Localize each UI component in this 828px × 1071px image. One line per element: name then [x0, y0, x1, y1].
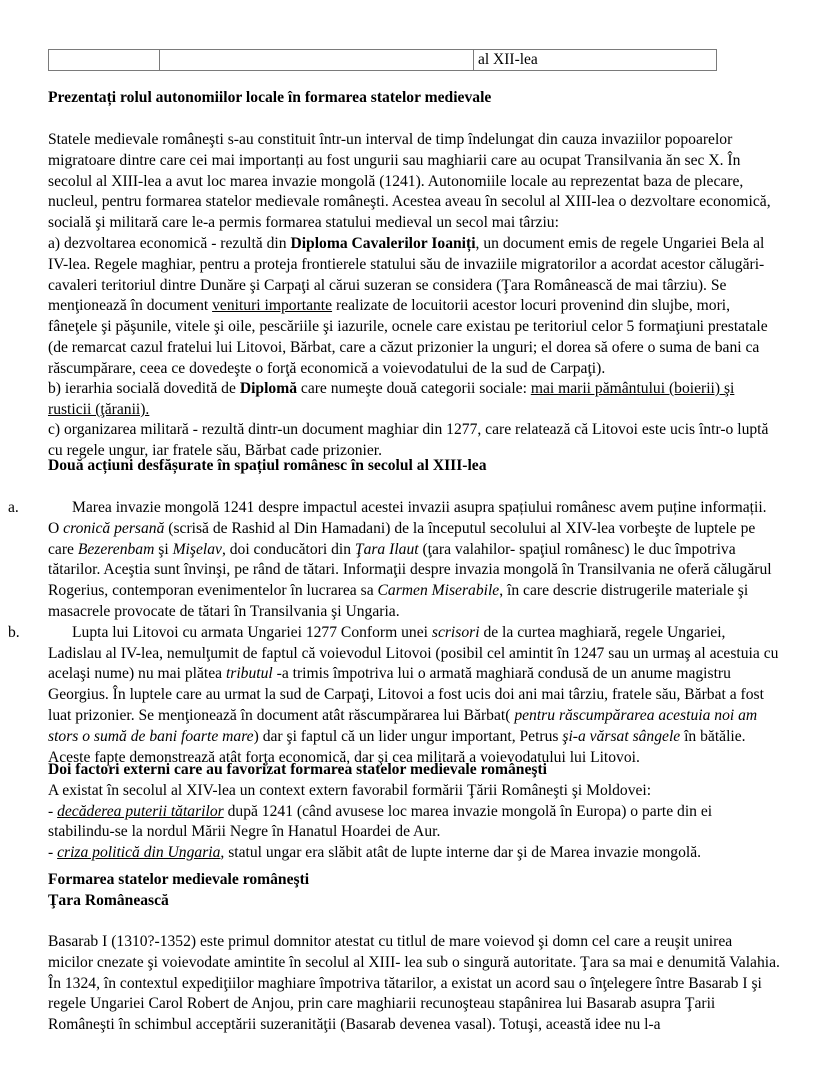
a-i2-bezerenbam: Bezerenbam [77, 540, 155, 558]
a-t5: (ţara valahilor- spaţiul românesc) le duc împotriva tătarilor. Aceştia sunt învinşi, pe rând de tătari. Informaţii despre invazia mongolă în Transilvania ne oferă călugărul Rogerius, contemporan evenimentelor în lucrarea sa [48, 540, 772, 600]
item-a-mid: , un document emis de regele Ungariei Bela al IV-lea. Regele maghiar, pentru a proteja frontierele statului său de invaziile migratorilor a acordat acestor călugări-cavaleri teritoriul dintre Dunăre şi Carpaţi al cărui suzeran se considera (Ţara Românească de mai târziu). Se menţionează în document [48, 235, 765, 315]
a-t6: , în care descrie distrugerile materiale şi masacrele provocate de tătari în Transilvania şi Ungaria. [48, 582, 749, 620]
section-formarea-statelor [48, 870, 780, 912]
doi-factori-intro: A existat în secolul al XIV-lea un context extern favorabil formării Ţării Româneşti şi Moldovei: [48, 781, 652, 799]
a-t1: Marea invazie mongolă 1241 despre impactul acestei invazii asupra spațiului românesc avem puține informații. O [48, 499, 767, 537]
item-b-underline-categorii: mai marii pământului (boierii) şi rusticii (ţăranii). [48, 380, 735, 418]
b-i1-scrisori: scrisori [431, 623, 480, 641]
heading-autonomii-locale [48, 88, 780, 109]
paragraph-item-a [48, 234, 780, 380]
list-item [0, 498, 780, 623]
bullet-dash-1: - [48, 802, 58, 820]
table-cell-empty-2 [160, 50, 474, 71]
lettered-list [0, 498, 780, 768]
table-cell-century: al XII-lea [474, 50, 717, 71]
paragraph-item-b [48, 379, 780, 421]
b-t3: -a trimis împotriva lui o armată maghiară condusă de un anume magistru Georgius. În luptele care au urmat la sud de Carpaţi, Litovoi a fost ucis doi ani mai târziu, fratele său, Bărbat a fost luat prizonier. Se menţionează în document atât răscumpărarea lui Bărbat( [48, 665, 764, 724]
a-i3-miselav: Mişelav [172, 540, 222, 558]
basarab-text: Basarab I (1310?-1352) este primul domnitor atestat cu titlul de mare voievod şi domn cel care a reuşit unirea micilor cnezate şi voievodate amintite în secolul al XIII- lea sub o singură autoritate. Ţara sa mai e denumită Valahia. În 1324, în contextul expediţiilor maghiare împotriva tătarilor, a existat un acord sau o înţelegere între Basarab I şi regele Ungariei Carol Robert de Anjou, prin care maghiarii recunoşteau stapânirea lui Basarab asupra Ţarii Româneşti în schimbul acceptării suzeranităţii (Basarab devenea vasal). Totuşi, această idee nu l-a [48, 933, 780, 1034]
list-marker-b: b. [8, 623, 20, 641]
bullet-2-rest: , statul ungar era slăbit atât de lupte interne dar şi de Marea invazie mongolă. [220, 844, 702, 862]
b-t4: ) dar şi faptul că un lider ungur important, Petrus [253, 727, 563, 745]
item-b-lead: b) ierarhia socială dovedită de [48, 380, 240, 397]
a-i4-tara-ilaut: Ţara Ilaut [354, 540, 419, 558]
b-t2: de la curtea maghiară, regele Ungariei, Ladislau al IV-lea, nemulţumit de faptul că voievodul Litovoi (posibil cel amintit în 1247 sau un urmaş al acestuia cu acelaşi nume) nu mai plătea [48, 623, 779, 683]
heading-doua-actiuni [48, 456, 780, 477]
paragraph-text: Statele medievale româneşti s-au constituit într-un interval de timp îndelungat din cauza invaziilor popoarelor migratoare dintre care cei mai importanți au fost ungurii sau maghiarii care au ocupat Transilvania ăn sec X. În secolul al XIII-lea a avut loc marea invazie mongolă (1241). Autonomiile locale au reprezentat baza de plecare, nucleul, pentru formarea statelor medievale româneşti. Acestea aveau în secolul al XIII-lea o dezvoltare economică, socială şi militară care le-a permis formarea statului medieval un secol mai târziu: [48, 131, 771, 232]
bullet-dash-2: - [48, 844, 58, 862]
bullet-2-emphasis: criza politică din Ungaria [57, 844, 221, 862]
table-row [49, 50, 717, 71]
b-t1: Lupta lui Litovoi cu armata Ungariei 1277 Conform unei [72, 623, 432, 641]
b-i3-rascumparare-citat: pentru răscumpărarea acestuia noi am stors o sumă de bani foarte mare [48, 706, 758, 745]
doi-factori-bullet-1 [48, 802, 780, 844]
b-i2-tributul: tributul [225, 665, 273, 683]
item-c-text: c) organizarea militară - rezultă dintr-un document maghiar din 1277, care relatează că Litovoi este ucis într-o luptă cu regele ungur, iar fratele său, Bărbat cade prizonier. [48, 421, 769, 459]
paragraph-basarab [48, 932, 780, 1036]
section-subtitle-tara-romaneasca: Ţara Românească [48, 891, 169, 909]
list-item-b-body [48, 623, 780, 769]
item-a-underline-venituri: venituri importante [212, 297, 333, 315]
bullet-1-rest: după 1241 (când avusese loc marea invazie mongolă în Europa) o parte din ei stabilindu-se la nordul Mării Negre în Hanatul Hoardei de Aur. [48, 802, 713, 841]
bullet-1-emphasis: decăderea puterii tătarilor [57, 802, 224, 820]
a-t2: (scrisă de Rashid al Din Hamadani) de la începutul secolului al XIV-lea vorbeşte de luptele pe care [48, 519, 756, 558]
century-table-wrapper [48, 49, 689, 71]
century-table [48, 49, 717, 71]
page-title: Prezentați rolul autonomiilor locale în formarea statelor medievale [48, 89, 492, 106]
table-cell-empty-1 [49, 50, 160, 71]
item-a-lead: a) dezvoltarea economică - rezultă din [48, 235, 291, 252]
item-a-text [48, 234, 780, 380]
list-item [0, 623, 780, 769]
section-doi-factori [48, 760, 780, 864]
a-i5-carmen-miserabile: Carmen Miserabile [377, 582, 500, 600]
section-title-formarea: Formarea statelor medievale româneşti [48, 871, 310, 888]
item-b-mid: care numeşte două categorii sociale: [297, 380, 531, 397]
b-t5: în bătălie. Aceste fapte demonstrează atât forţa economică, dar şi cea militară a voievodatului lui Litovoi. [48, 727, 746, 766]
list-marker-a: a. [8, 499, 19, 516]
item-a-tail: realizate de locuitorii acestor locuri provenind din slujbe, mori, fâneţele şi păşunile, vitele şi oile, pescăriile şi iazurile, ocnele care existau pe teritoriul celor 5 formaţiuni prestatale (de remarcat cazul fratelui lui Litovoi, Bărbat, care a căzut prizonier la unguri; el dorea să ofere o suma de bani ca răscumpărare, ceea ce dovedeşte o forţă economică a voievodatului de la sud de Carpaţi). [48, 297, 768, 377]
item-b-bold-diploma: Diplomă [239, 380, 297, 397]
b-i4-varsat-sangele: şi-a vărsat sângele [562, 727, 681, 745]
paragraph-statele-medievale [48, 130, 780, 234]
list-item-a-body [48, 498, 780, 623]
a-t3: şi [154, 540, 173, 558]
item-b-text [48, 379, 780, 421]
a-t4: , doi conducători din [221, 540, 355, 558]
item-a-bold-diploma: Diploma Cavalerilor Ioaniți [290, 235, 476, 252]
doi-factori-bullet-2 [48, 843, 780, 864]
a-i1-cronica-persana: cronică persană [63, 519, 165, 537]
section-title-doua-actiuni: Două acțiuni desfășurate în spațiul românesc în secolul al XIII-lea [48, 457, 487, 474]
section-title-doi-factori: Doi factori externi care au favorizat formarea statelor medievale româneşti [48, 761, 547, 778]
